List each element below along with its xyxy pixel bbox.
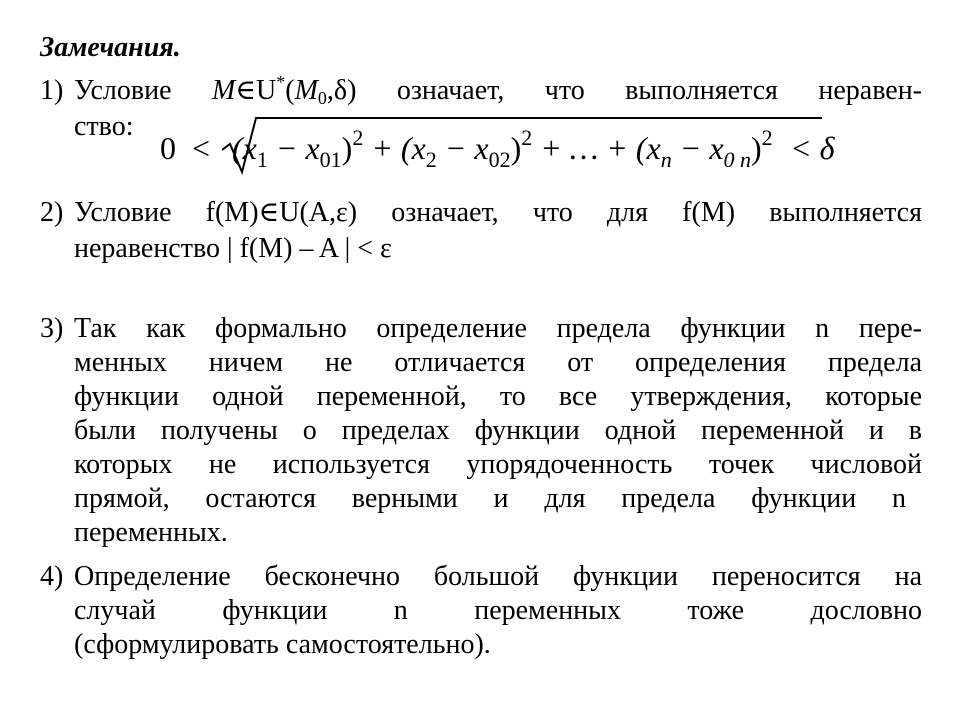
item-3-line-7: переменных. xyxy=(74,517,228,548)
formula-pow-2: 2 xyxy=(521,125,533,150)
item-3-line-2: менных ничем не отличается от определения предела xyxy=(74,347,922,378)
item-3-line-5: которых не используется упорядоченность точек числовой xyxy=(74,449,922,480)
formula-minus-n: − x xyxy=(671,130,724,166)
item-3-line-6: прямой, остаются верными и для предела функции n xyxy=(74,483,906,514)
distance-formula xyxy=(150,116,850,172)
item-1-rest: означает, что выполняется неравен- xyxy=(396,75,923,106)
formula-zero: 0 xyxy=(160,130,176,166)
formula-close-n: ) xyxy=(751,130,762,166)
item-1-line-2: ство: xyxy=(74,111,134,142)
item-1-delta: ,δ) xyxy=(326,75,357,106)
item-1-var-m: M xyxy=(211,75,236,106)
item-2-line-2: неравенство | f(M) – A | < ε xyxy=(74,233,392,264)
formula-less-than-delta: < δ xyxy=(790,130,835,166)
formula-close-1: ) xyxy=(341,130,353,166)
formula-minus-1: − x xyxy=(267,130,320,166)
item-2-number: 2) xyxy=(40,197,64,228)
item-1-number: 1) xyxy=(40,75,64,106)
item-1-var-m0: M xyxy=(294,75,318,106)
item-4-number: 4) xyxy=(40,561,64,592)
formula-plus-1: + (x xyxy=(363,130,426,166)
item-1-sub-0: 0 xyxy=(317,88,327,108)
item-1-star: * xyxy=(276,72,286,92)
item-1-belongs-u: ∈U xyxy=(235,75,277,106)
item-4-line-1: Определение бесконечно большой функции переносится на xyxy=(74,561,922,592)
item-1-line-1 xyxy=(74,74,922,108)
formula-sub-1: 1 xyxy=(256,147,268,172)
remarks-heading: Замечания. xyxy=(40,32,181,63)
item-3-line-1: Так как формально определение предела функции n пере- xyxy=(74,313,922,344)
formula-pow-n: 2 xyxy=(761,125,773,150)
formula-term-1: (x xyxy=(232,130,257,166)
formula-sub-2: 2 xyxy=(425,147,437,172)
item-4-line-3: (сформулировать самостоятельно). xyxy=(74,629,491,660)
formula-pow-1: 2 xyxy=(352,125,364,150)
item-3-line-3: функции одной переменной, то все утверждения, которые xyxy=(74,381,922,412)
formula-sub-01: 01 xyxy=(319,147,342,172)
formula-close-2: ) xyxy=(510,130,522,166)
item-1-condition-word: Условие xyxy=(74,75,172,106)
formula-sub-n: n xyxy=(660,147,672,172)
item-1-paren: ( xyxy=(285,75,295,106)
formula-radicand xyxy=(232,125,773,172)
item-3-line-4: были получены о пределах функции одной переменной и в xyxy=(74,415,922,446)
item-3-number: 3) xyxy=(40,313,64,344)
formula-dots: + … + (x xyxy=(532,130,661,166)
formula-less-than-left: < xyxy=(192,130,211,166)
formula-sub-02: 02 xyxy=(488,147,511,172)
item-4-line-2: случай функции n переменных тоже дословно xyxy=(74,595,922,626)
formula-sub-0n: 0 n xyxy=(723,147,752,172)
item-2-line-1: Условие f(M)∈U(A,ε) означает, что для f(M) выполняется xyxy=(74,197,922,228)
formula-minus-2: − x xyxy=(436,130,489,166)
